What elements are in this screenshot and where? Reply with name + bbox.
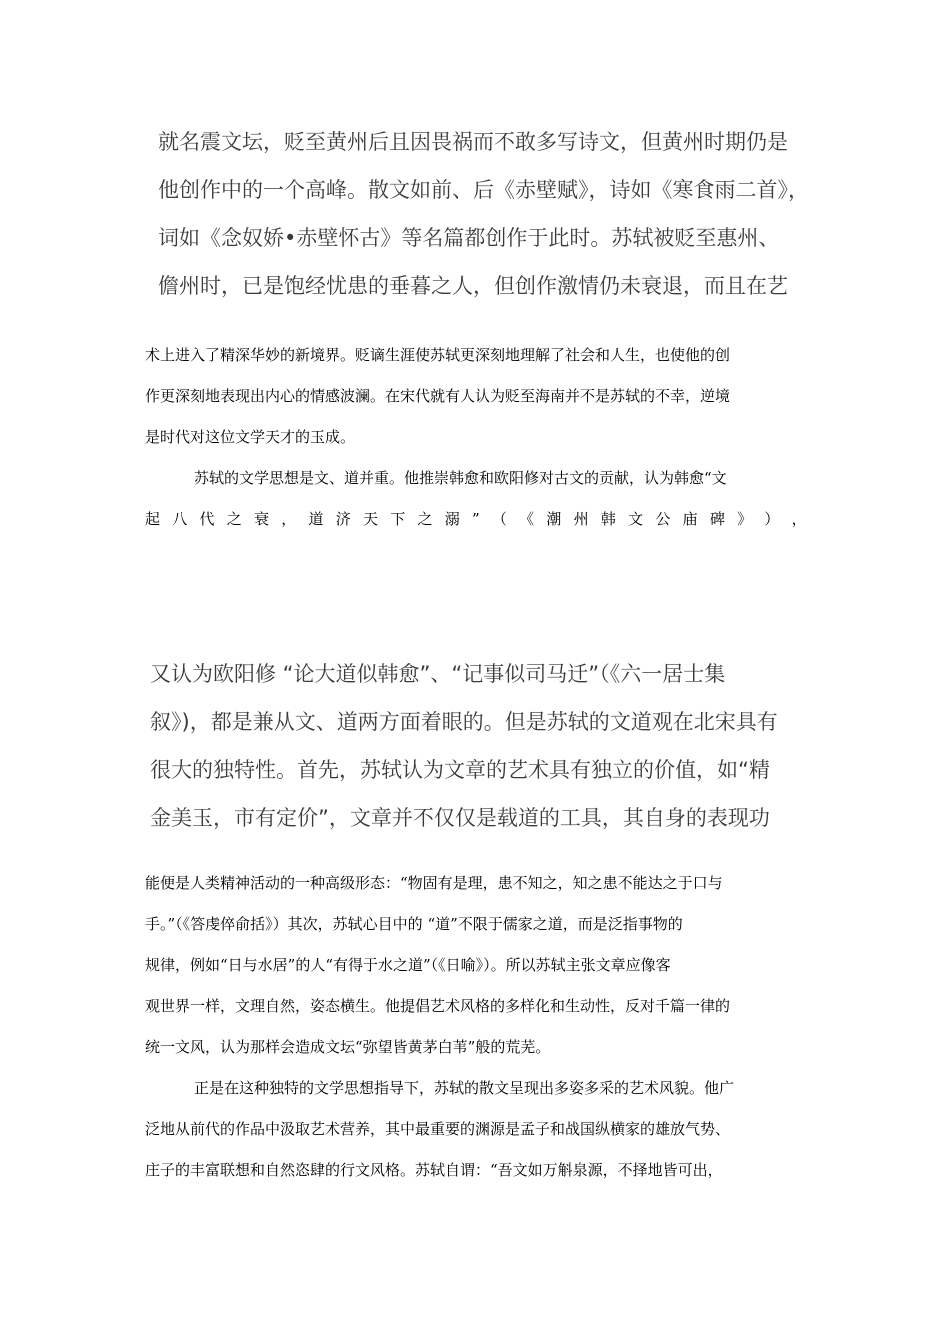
spread-char: ， <box>791 510 807 528</box>
spread-char: ） <box>764 510 780 528</box>
text-line: 术上进入了精深华妙的新境界。贬谪生涯使苏轼更深刻地理解了社会和人生，也使他的创 <box>145 346 731 364</box>
text-line: 能便是人类精神活动的一种高级形态：“物固有是理，患不知之，知之患不能达之于口与 <box>145 874 723 892</box>
text-line: 又认为欧阳修 “论大道似韩愈”、“记事似司马迁”（《六一居士集 <box>150 662 726 686</box>
spread-char: 道 <box>308 510 324 528</box>
scanned-text-block-2 <box>150 650 790 842</box>
text-line: 他创作中的一个高峰。散文如前、后《赤壁赋》，诗如《寒食雨二首》， <box>158 178 809 202</box>
text-line: 泛地从前代的作品中汲取艺术营养，其中最重要的渊源是孟子和战国纵横家的雄放气势、 <box>145 1120 731 1138</box>
text-line: 很大的独特性。首先，苏轼认为文章的艺术具有独立的价值，如“精 <box>150 758 770 782</box>
text-line: 叙》)，都是兼从文、道两方面着眼的。但是苏轼的文道观在北宋具有 <box>150 710 778 734</box>
text-line: 是时代对这位文学天才的玉成。 <box>145 428 356 446</box>
spread-char: 衰 <box>254 510 270 528</box>
body-text-block-1 <box>145 335 807 540</box>
text-line: 词如《念奴娇•赤壁怀古》等名篇都创作于此时。苏轼被贬至惠州、 <box>158 226 780 250</box>
spread-char: 之 <box>226 510 242 528</box>
spread-char: 州 <box>573 510 589 528</box>
spread-char: 下 <box>390 510 406 528</box>
text-line: 统一文风，认为那样会造成文坛“弥望皆黄茅白苇”般的荒芜。 <box>145 1038 551 1056</box>
spread-char: （ <box>491 510 507 528</box>
text-line: 儋州时，已是饱经忧患的垂暮之人，但创作激情仍未衰退，而且在艺 <box>158 274 788 298</box>
spread-char: 潮 <box>546 510 562 528</box>
spread-char: 天 <box>363 510 379 528</box>
spread-char: 八 <box>172 510 188 528</box>
text-line: 作更深刻地表现出内心的情感波澜。在宋代就有人认为贬至海南并不是苏轼的不幸，逆境 <box>145 387 731 405</box>
text-line: 就名震文坛，贬至黄州后且因畏祸而不敢多写诗文，但黄州时期仍是 <box>158 130 788 154</box>
text-line: 金美玉，市有定价”，文章并不仅仅是载道的工具，其自身的表现功 <box>150 806 770 830</box>
spread-char: 公 <box>655 510 671 528</box>
spread-char: 溺 <box>444 510 460 528</box>
text-line: 手。”（《答虔倅俞括》）其次，苏轼心目中的 “道”不限于儒家之道，而是泛指事物的 <box>145 915 683 933</box>
spread-char: 代 <box>199 510 215 528</box>
scanned-text-block-1 <box>158 118 809 310</box>
paragraph-first-line: 正是在这种独特的文学思想指导下，苏轼的散文呈现出多姿多采的艺术风貌。他广 <box>194 1079 735 1097</box>
spread-char: 碑 <box>709 510 725 528</box>
paragraph-first-line: 苏轼的文学思想是文、道并重。他推崇韩愈和欧阳修对古文的贡献，认为韩愈“文 <box>194 469 727 487</box>
spread-char: 济 <box>335 510 351 528</box>
text-line: 观世界一样，文理自然，姿态横生。他提倡艺术风格的多样化和生动性，反对千篇一律的 <box>145 997 731 1015</box>
spread-char: ， <box>281 510 297 528</box>
spread-char: 《 <box>519 510 535 528</box>
body-text-block-2 <box>145 863 807 1191</box>
spread-char: 文 <box>628 510 644 528</box>
spread-text-line <box>145 499 807 540</box>
spread-char: 庙 <box>682 510 698 528</box>
text-line: 庄子的丰富联想和自然恣肆的行文风格。苏轼自谓：“吾文如万斛泉源，不择地皆可出， <box>145 1161 723 1179</box>
spread-char: 起 <box>145 510 161 528</box>
spread-char: ” <box>472 510 480 528</box>
spread-char: 之 <box>417 510 433 528</box>
spread-char: 韩 <box>600 510 616 528</box>
spread-char: 》 <box>737 510 753 528</box>
text-line: 规律，例如“日与水居”的人“有得于水之道”（《日喻》）。所以苏轼主张文章应像客 <box>145 956 671 974</box>
